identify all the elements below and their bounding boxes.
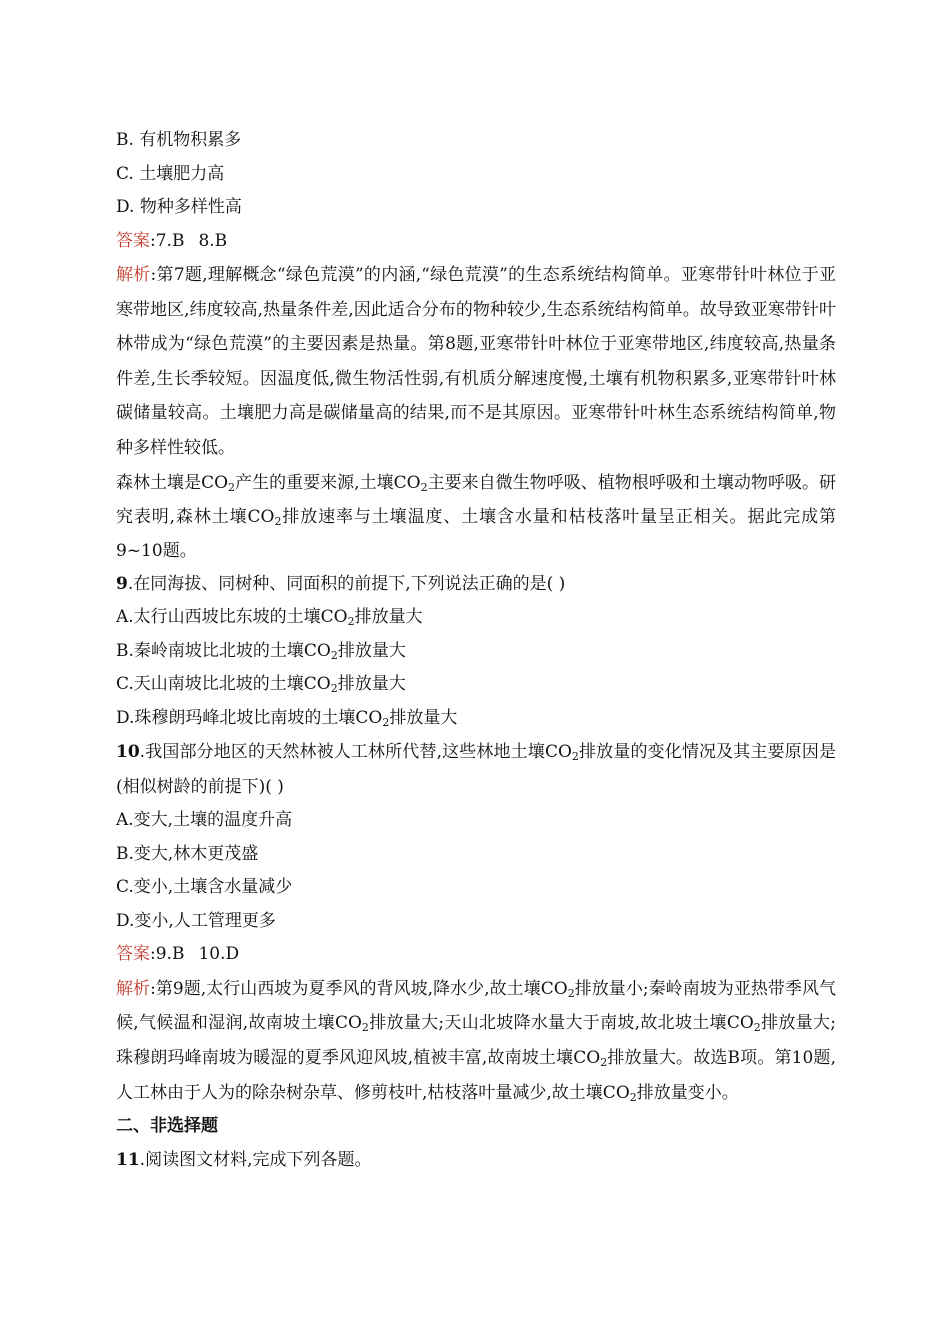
answer-9: 9.B — [155, 944, 185, 965]
question-10: 10.我国部分地区的天然林被人工林所代替,这些林地土壤$CO_2$排放量的变化情况及其主要原因是(相似树龄的前提下)( ) — [116, 742, 836, 797]
answer-7-8 — [116, 225, 836, 259]
question-stem: .阅读图文材料,完成下列各题。 — [139, 1149, 372, 1170]
material-paragraph: 森林土壤是$CO_2$产生的重要来源,土壤$CO_2$主要来自微生物呼吸、植物根呼吸和土壤动物呼吸。研究表明,森林土壤$CO_2$排放速率与土壤温度、土壤含水量和枯枝落叶量呈正相关。据此完成第9~10题。 — [116, 472, 837, 561]
answer-9-10 — [116, 938, 836, 972]
answer-10: 10.D — [198, 944, 240, 965]
answer-colon: : — [150, 944, 156, 965]
question-number: 10 — [116, 742, 140, 763]
q9-option-d: D.珠穆朗玛峰北坡比南坡的土壤$CO_2$排放量大 — [116, 707, 458, 729]
question-11 — [116, 1144, 836, 1178]
q10-option-b: B.变大,林木更茂盛 — [116, 843, 259, 864]
document-page — [116, 124, 836, 1177]
q8-option-d: D. 物种多样性高 — [116, 197, 242, 217]
explanation-colon: : — [150, 978, 156, 999]
answer-colon: : — [150, 230, 156, 251]
explanation-7-8 — [116, 258, 836, 466]
q10-option-d: D.变小,人工管理更多 — [116, 910, 276, 931]
explanation-label: 解析 — [116, 978, 151, 999]
q8-option-c: C. 土壤肥力高 — [116, 163, 225, 184]
explanation-9-10: 解析:第9题,太行山西坡为夏季风的背风坡,降水少,故土壤$CO_2$排放量小;秦岭南坡为亚热带季风气候,气候温和湿润,故南坡土壤$CO_2$排放量大;天山北坡降水量大于南坡,故北坡土壤$CO_2$排放量大;珠穆朗玛峰南坡为暖湿的夏季风迎风坡,植被丰富,故南坡土壤$CO_2$排放量大。故选B项。第10题,人工林由于人为的除杂树杂草、修剪枝叶,枯枝落叶量减少,故土壤$CO_2$排放量变小。 — [116, 978, 837, 1104]
explanation-colon: : — [150, 265, 157, 285]
explanation-label: 解析 — [116, 265, 151, 285]
question-number: 9 — [116, 573, 128, 594]
q9-option-b: B.秦岭南坡比北坡的土壤$CO_2$排放量大 — [116, 640, 406, 662]
question-number: 11 — [116, 1149, 140, 1170]
question-9 — [116, 568, 836, 602]
q9-option-a: A.太行山西坡比东坡的土壤$CO_2$排放量大 — [116, 607, 423, 628]
q8-option-b: B. 有机物积累多 — [116, 130, 242, 150]
answer-label: 答案 — [116, 230, 150, 251]
q10-option-a: A.变大,土壤的温度升高 — [116, 810, 293, 831]
answer-7: 7.B — [155, 230, 185, 251]
answer-label: 答案 — [116, 944, 150, 965]
q10-option-c: C.变小,土壤含水量减少 — [116, 877, 293, 898]
explanation-text: 第7题,理解概念“绿色荒漠”的内涵,“绿色荒漠”的生态系统结构简单。亚寒带针叶林位于亚寒带地区,纬度较高,热量条件差,因此适合分布的物种较少,生态系统结构简单。故导致亚寒带针叶林带成为“绿色荒漠”的主要因素是热量。第8题,亚寒带针叶林位于亚寒带地区,纬度较高,热量条件差,生长季较短。因温度低,微生物活性弱,有机质分解速度慢,土壤有机物积累多,亚寒带针叶林碳储量较高。土壤肥力高是碳储量高的结果,而不是其原因。亚寒带针叶林生态系统结构简单,物种多样性较低。 — [116, 265, 837, 458]
section-heading: 二、非选择题 — [116, 1116, 218, 1137]
q9-option-c: C.天山南坡比北坡的土壤$CO_2$排放量大 — [116, 674, 406, 695]
answer-8: 8.B — [198, 230, 228, 251]
question-stem: .在同海拔、同树种、同面积的前提下,下列说法正确的是( ) — [127, 573, 566, 594]
